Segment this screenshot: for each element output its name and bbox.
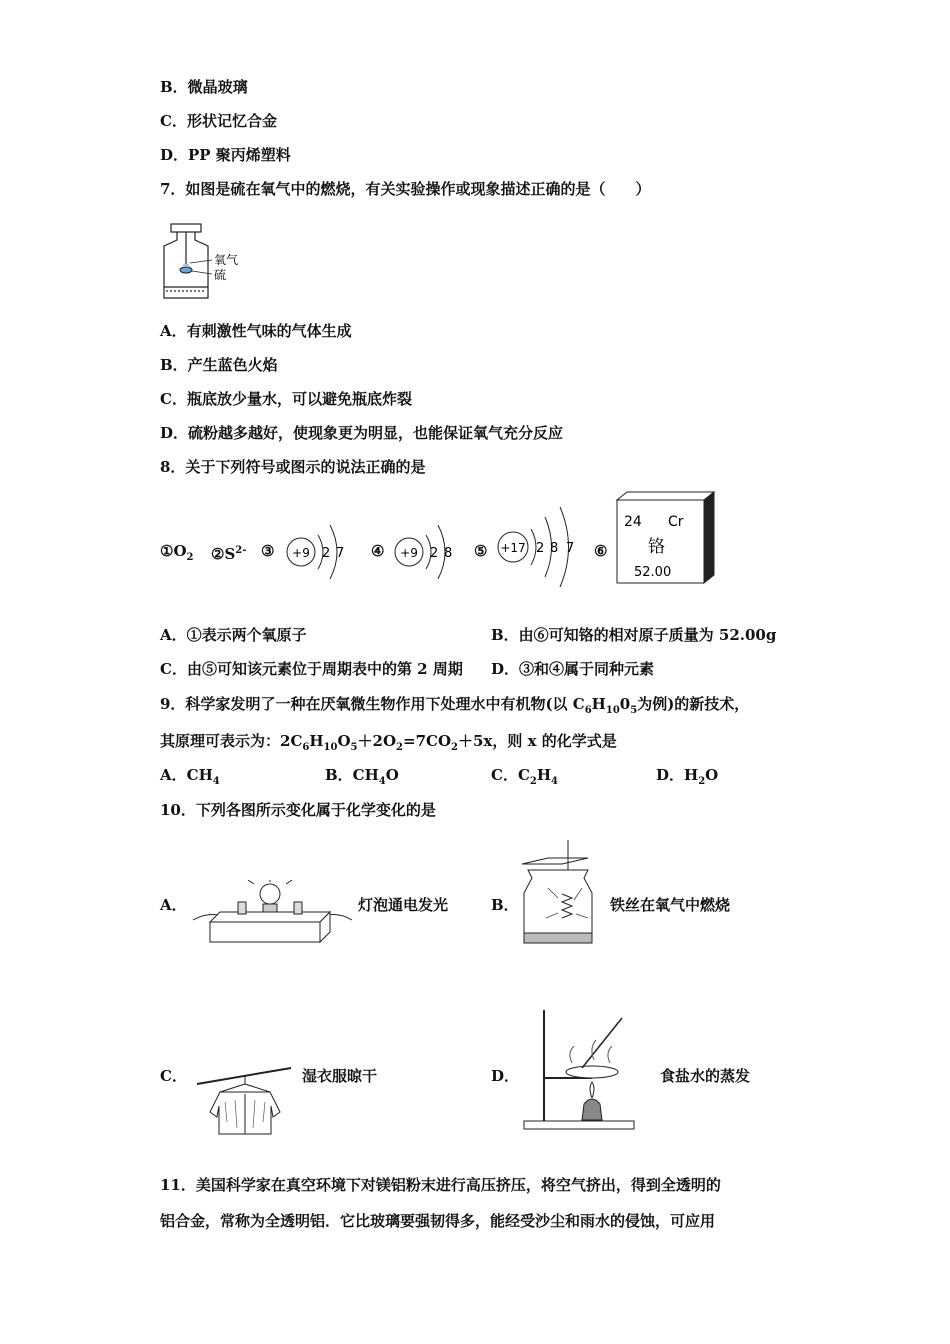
- q7-option-a: A．有刺激性气味的气体生成: [160, 322, 352, 340]
- q6-option-b: B．微晶玻璃: [160, 78, 248, 96]
- q10-option-c-text: 湿衣服晾干: [302, 1067, 378, 1085]
- q8-symbol-o2: $①O_2$: [160, 542, 194, 563]
- q8-stem: 8．关于下列符号或图示的说法正确的是: [160, 458, 426, 476]
- atomic-mass: 52.00: [634, 565, 672, 580]
- q10-option-d-text: 食盐水的蒸发: [660, 1067, 751, 1085]
- q10-option-b-letter: B．: [491, 896, 519, 914]
- light-bulb-circuit-icon: [190, 880, 355, 950]
- nucleus-charge: +9: [400, 546, 418, 560]
- q7-option-b: B．产生蓝色火焰: [160, 356, 278, 374]
- q11-stem-line1: 11．美国科学家在真空环境下对镁铝粉末进行高压挤压，将空气挤出，得到全透明的: [160, 1176, 721, 1194]
- sulfur-label: 硫: [214, 268, 227, 282]
- shell-electrons: 7: [566, 541, 575, 556]
- q9-option-d: D．$H_2O$: [656, 766, 719, 787]
- evaporation-setup-icon: [522, 1008, 637, 1133]
- shell-electrons: 2: [536, 541, 545, 556]
- shell-electrons: 2: [322, 546, 331, 561]
- q10-stem: 10．下列各图所示变化属于化学变化的是: [160, 801, 436, 819]
- q9-option-a: A．$CH_4$: [160, 766, 220, 787]
- q6-option-c: C．形状记忆合金: [160, 112, 277, 130]
- q8-marker-6: ⑥: [594, 542, 608, 560]
- shell-electrons: 8: [550, 541, 559, 556]
- spoon-icon: [180, 263, 192, 273]
- iron-wire-burning-jar-icon: [518, 838, 603, 953]
- element-card-chromium: [612, 490, 718, 590]
- q10-option-a-letter: A．: [160, 896, 187, 914]
- atomic-number: 24: [624, 514, 642, 530]
- shell-electrons: 7: [336, 546, 345, 561]
- q6-option-d: D．PP 聚丙烯塑料: [160, 146, 291, 164]
- element-symbol: Cr: [668, 514, 684, 530]
- sulfur-burning-figure: [160, 222, 250, 302]
- q8-marker-5: ⑤: [474, 542, 488, 560]
- q7-stem: 7．如图是硫在氧气中的燃烧，有关实验操作或现象描述正确的是（ ）: [160, 180, 651, 198]
- q8-marker-4: ④: [371, 542, 385, 560]
- q9-stem-line1: 9．科学家发明了一种在厌氧微生物作用下处理水中有机物(以 $C_6H_{10}0_5$为例)的新技术，: [160, 695, 750, 716]
- q8-option-b: B．由⑥可知铬的相对原子质量为 52.00g: [491, 626, 777, 644]
- q9-stem-line2: 其原理可表示为：$2C_6H_{10}O_5+2O_2=7CO_2+5x$，则 x 的化学式是: [160, 732, 617, 753]
- shell-electrons: 8: [444, 546, 453, 561]
- q10-option-a-text: 灯泡通电发光: [358, 896, 449, 914]
- q10-option-c-letter: C．: [160, 1067, 187, 1085]
- q8-marker-3: ③: [261, 542, 275, 560]
- atom-structure-4: [392, 515, 467, 590]
- q8-option-d: D．③和④属于同种元素: [491, 660, 655, 678]
- q8-symbol-s2: $②S^{2-}$: [211, 545, 247, 563]
- q10-option-b-text: 铁丝在氧气中燃烧: [610, 896, 731, 914]
- q9-option-b: B．$CH_4O$: [325, 766, 399, 787]
- q10-option-d-letter: D．: [491, 1067, 520, 1085]
- wet-clothes-hanging-icon: [195, 1062, 295, 1142]
- q9-option-c: C．$C_2H_4$: [491, 766, 559, 787]
- nucleus-charge: +9: [292, 546, 310, 560]
- q11-stem-line2: 铝合金，常称为全透明铝．它比玻璃要强韧得多，能经受沙尘和雨水的侵蚀，可应用: [160, 1212, 716, 1230]
- element-name: 铬: [648, 537, 665, 557]
- gas-jar-icon: [164, 224, 208, 298]
- q8-option-a: A．①表示两个氧原子: [160, 626, 307, 644]
- atom-structure-5: [495, 505, 587, 595]
- shell-electrons: 2: [430, 546, 439, 561]
- atom-structure-3: [284, 515, 359, 590]
- q8-option-c: C．由⑤可知该元素位于周期表中的第 2 周期: [160, 660, 463, 678]
- q7-option-d: D．硫粉越多越好，使现象更为明显，也能保证氧气充分反应: [160, 424, 564, 442]
- nucleus-charge: +17: [500, 541, 526, 555]
- q7-option-c: C．瓶底放少量水，可以避免瓶底炸裂: [160, 390, 412, 408]
- oxygen-label: 氧气: [214, 253, 239, 267]
